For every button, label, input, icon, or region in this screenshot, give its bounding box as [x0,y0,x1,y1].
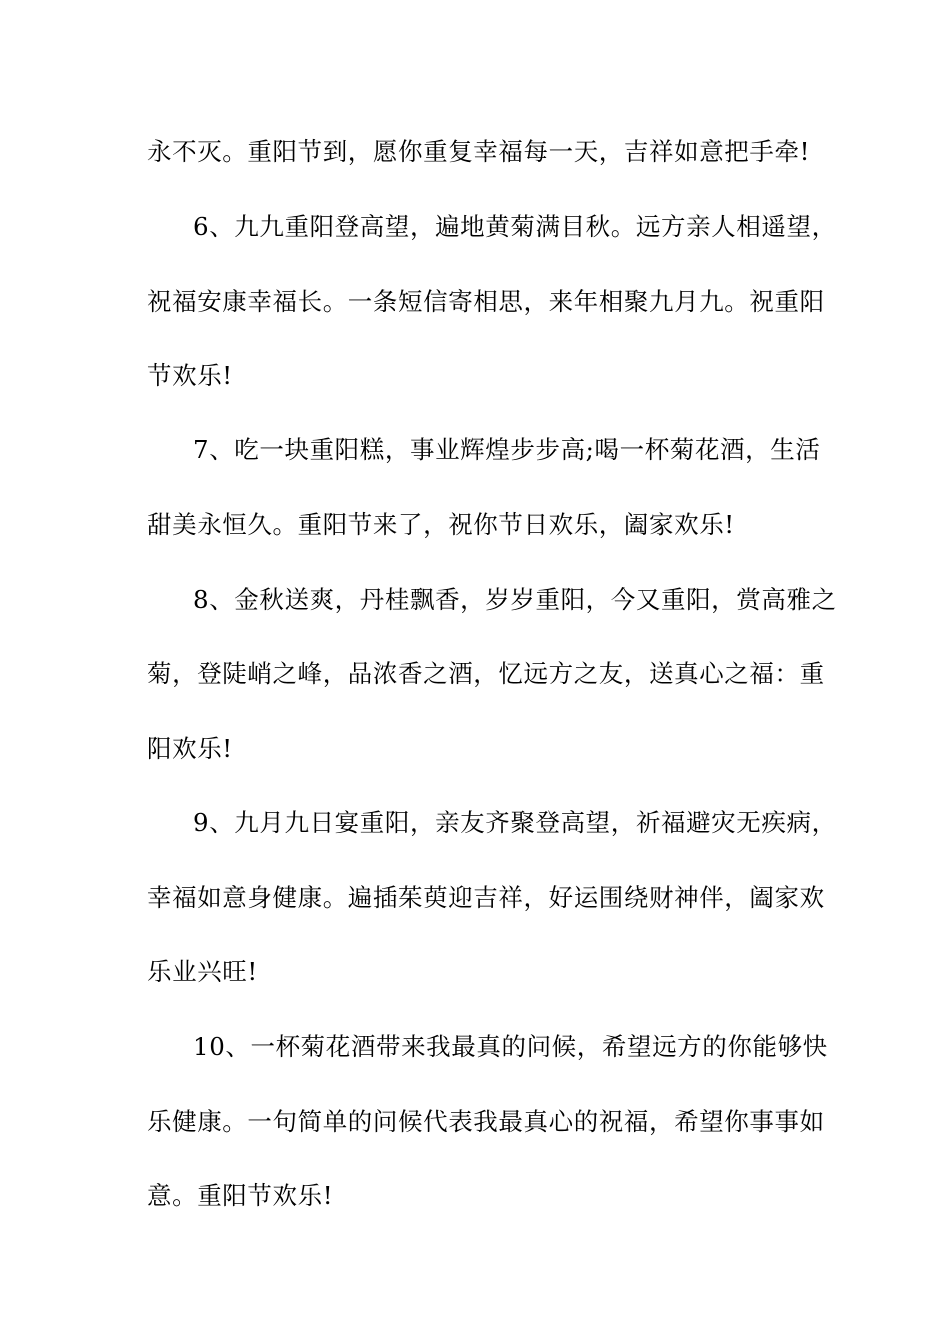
text-line-1: 永不灭。重阳节到，愿你重复幸福每一天，吉祥如意把手牵! [147,137,811,166]
paragraph-9-line-1: 9、九月九日宴重阳，亲友齐聚登高望，祈福避灾无疾病， [193,808,837,837]
paragraph-8-line-3: 阳欢乐! [147,734,233,763]
paragraph-7-line-2: 甜美永恒久。重阳节来了，祝你节日欢乐，阖家欢乐! [147,510,735,539]
paragraph-9-line-2: 幸福如意身健康。遍插茱萸迎吉祥，好运围绕财神伴，阖家欢 [147,883,825,912]
paragraph-8-line-1: 8、金秋送爽，丹桂飘香，岁岁重阳，今又重阳，赏高雅之 [193,585,837,614]
paragraph-10-line-2: 乐健康。一句简单的问候代表我最真心的祝福，希望你事事如 [147,1107,825,1136]
paragraph-10-line-3: 意。重阳节欢乐! [147,1181,334,1210]
paragraph-10-line-1: 10、一杯菊花酒带来我最真的问候，希望远方的你能够快 [193,1032,828,1061]
paragraph-6-line-2: 祝福安康幸福长。一条短信寄相思，来年相聚九月九。祝重阳 [147,287,825,316]
paragraph-6-line-1: 6、九九重阳登高望，遍地黄菊满目秋。远方亲人相遥望， [193,212,837,241]
paragraph-6-line-3: 节欢乐! [147,361,233,390]
paragraph-9-line-3: 乐业兴旺! [147,957,258,986]
paragraph-8-line-2: 菊，登陡峭之峰，品浓香之酒，忆远方之友，送真心之福：重 [147,659,825,688]
paragraph-7-line-1: 7、吃一块重阳糕，事业辉煌步步高;喝一杯菊花酒，生活 [193,435,821,464]
